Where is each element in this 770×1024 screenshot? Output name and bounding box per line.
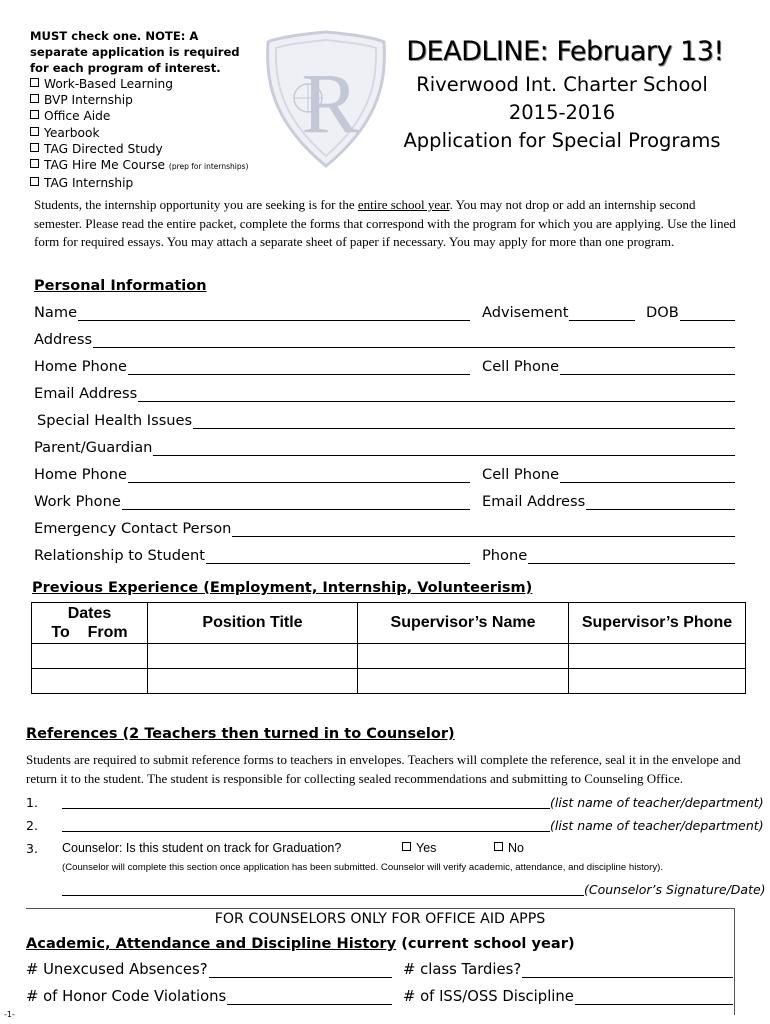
- name-field[interactable]: [34, 304, 470, 321]
- intro-text: Students, the internship opportunity you are seeking is for the: [34, 197, 358, 212]
- parent-cell-phone-field[interactable]: [482, 466, 735, 483]
- checkbox[interactable]: [494, 842, 503, 851]
- table-cell[interactable]: [358, 669, 569, 694]
- parent-home-phone-field[interactable]: [34, 466, 470, 483]
- reference-1-line[interactable]: [62, 808, 550, 809]
- section-personal-info: Personal Information: [34, 278, 207, 294]
- to-label: To: [51, 624, 70, 641]
- health-issues-field[interactable]: [37, 412, 735, 429]
- program-note-small: (prep for internships): [168, 162, 249, 172]
- field-label: # of ISS/OSS Discipline: [403, 988, 574, 1005]
- reference-number: 3.: [26, 841, 38, 856]
- field-label: Home Phone: [34, 358, 127, 375]
- checkbox[interactable]: [30, 78, 39, 87]
- section-references: References (2 Teachers then turned in to Counselor): [26, 726, 455, 742]
- checkbox[interactable]: [402, 842, 411, 851]
- field-label: Cell Phone: [482, 358, 560, 375]
- field-label: # Unexcused Absences?: [26, 961, 208, 978]
- absences-field[interactable]: [26, 961, 392, 978]
- counselor-question: Counselor: Is this student on track for Graduation?: [62, 841, 342, 855]
- program-option[interactable]: [30, 108, 248, 124]
- form-row: [34, 547, 736, 571]
- school-name: Riverwood Int. Charter School: [416, 73, 708, 96]
- checkbox[interactable]: [30, 177, 39, 186]
- cell-phone-field[interactable]: [482, 358, 735, 375]
- form-row: [34, 439, 736, 463]
- field-label: Phone: [482, 547, 528, 564]
- table-header-row: [32, 603, 746, 644]
- checkbox[interactable]: [30, 159, 39, 168]
- form-row: [34, 385, 736, 409]
- counselor-note: (Counselor will complete this section once application has been submitted. Counselor will verify academic, attendance, and discipline history).: [62, 862, 663, 873]
- advisement-field[interactable]: [482, 304, 635, 321]
- column-header-position: Position Title: [148, 603, 358, 644]
- column-header-supervisor: Supervisor’s Name: [358, 603, 569, 644]
- checkbox[interactable]: [30, 94, 39, 103]
- school-crest-logo: [262, 28, 390, 170]
- field-label: Advisement: [482, 304, 569, 321]
- program-label: BVP Internship: [44, 93, 133, 108]
- program-label: Office Aide: [44, 109, 111, 124]
- program-label: TAG Hire Me Course: [44, 158, 166, 173]
- table-cell[interactable]: [148, 669, 358, 694]
- field-label: Work Phone: [34, 493, 121, 510]
- reference-number: 1.: [26, 795, 38, 810]
- intro-paragraph: [34, 196, 739, 252]
- form-row: [34, 331, 736, 355]
- page-title: Application for Special Programs: [403, 129, 721, 152]
- program-option[interactable]: [30, 175, 248, 191]
- school-year: 2015-2016: [508, 101, 616, 124]
- program-option[interactable]: [30, 157, 248, 175]
- parent-email-field[interactable]: [482, 493, 735, 510]
- table-row: [32, 669, 746, 694]
- form-row: [34, 304, 736, 328]
- field-label: Address: [34, 331, 93, 348]
- tardies-field[interactable]: [403, 961, 733, 978]
- reference-number: 2.: [26, 818, 38, 833]
- field-label: DOB: [646, 304, 679, 321]
- table-cell[interactable]: [32, 644, 148, 669]
- program-option[interactable]: [30, 92, 248, 108]
- subtitle-rest: (current school year): [396, 935, 575, 952]
- program-label: TAG Internship: [44, 176, 134, 191]
- yes-label: Yes: [416, 841, 437, 855]
- no-label: No: [508, 841, 524, 855]
- page-number: -1-: [4, 1010, 15, 1019]
- intro-text: . You may not drop or add an internship second semester. Please read the entire packet, complete the forms that correspond with the program for which you are applying. Use the lined form for required essays. You may attach a separate sheet of paper if necessary. You may apply for more than one program.: [34, 197, 736, 250]
- parent-guardian-field[interactable]: [34, 439, 735, 456]
- program-label: Work-Based Learning: [44, 77, 174, 91]
- form-row: [34, 493, 736, 517]
- checkbox[interactable]: [30, 110, 39, 119]
- teacher-hint: (list name of teacher/department): [550, 795, 764, 810]
- table-row: [32, 644, 746, 669]
- teacher-hint: (list name of teacher/department): [550, 818, 764, 833]
- address-field[interactable]: [34, 331, 735, 348]
- program-checklist: [30, 76, 248, 191]
- work-phone-field[interactable]: [34, 493, 470, 510]
- emergency-contact-field[interactable]: [34, 520, 735, 537]
- field-label: # class Tardies?: [403, 961, 522, 978]
- counselor-box-title: FOR COUNSELORS ONLY FOR OFFICE AID APPS: [214, 911, 546, 927]
- field-label: Email Address: [34, 385, 138, 402]
- crest-letter: R: [301, 55, 359, 151]
- form-row: [34, 520, 736, 544]
- program-label: Yearbook: [44, 125, 100, 140]
- table-cell[interactable]: [569, 644, 746, 669]
- section-previous-experience: Previous Experience (Employment, Internship, Volunteerism): [32, 580, 533, 596]
- program-label: TAG Directed Study: [44, 141, 163, 156]
- field-label: Special Health Issues: [37, 412, 193, 429]
- form-row: [34, 412, 736, 436]
- column-header-dates: [32, 603, 148, 644]
- dates-label: Dates: [67, 605, 112, 622]
- checkbox[interactable]: [30, 143, 39, 152]
- relationship-field[interactable]: [34, 547, 470, 564]
- field-label: Relationship to Student: [34, 547, 205, 564]
- yes-option[interactable]: [402, 841, 436, 855]
- counselor-box-subtitle: [26, 935, 575, 952]
- field-label: Name: [34, 304, 78, 321]
- honor-code-field[interactable]: [26, 988, 392, 1005]
- table-cell[interactable]: [148, 644, 358, 669]
- subtitle-underlined: Academic, Attendance and Discipline History: [26, 935, 397, 952]
- home-phone-field[interactable]: [34, 358, 470, 375]
- form-row: [34, 358, 736, 382]
- program-option[interactable]: [30, 76, 248, 92]
- references-instructions: Students are required to submit reference forms to teachers in envelopes. Teachers will complete the reference, seal it in the envelope and return it to the student. The student is responsible for collecting sealed recommendations and submitting to Counseling Office.: [26, 752, 741, 786]
- checkbox[interactable]: [30, 127, 39, 136]
- column-header-supervisor-phone: Supervisor’s Phone: [569, 603, 746, 644]
- intro-emphasis: entire school year: [357, 197, 450, 212]
- no-option[interactable]: [494, 841, 524, 855]
- table-cell[interactable]: [358, 644, 569, 669]
- signature-hint: (Counselor’s Signature/Date): [584, 882, 766, 897]
- iss-oss-field[interactable]: [403, 988, 733, 1005]
- program-note: MUST check one. NOTE: A separate application is required for each program of interest.: [30, 29, 240, 75]
- program-option[interactable]: [30, 141, 248, 157]
- experience-table: [31, 602, 746, 694]
- counselor-signature-line[interactable]: [62, 895, 584, 896]
- table-cell[interactable]: [569, 669, 746, 694]
- emergency-phone-field[interactable]: [482, 547, 735, 564]
- email-field[interactable]: [34, 385, 735, 402]
- field-label: Parent/Guardian: [34, 439, 153, 456]
- program-option[interactable]: [30, 125, 248, 141]
- form-row: [34, 466, 736, 490]
- field-label: # of Honor Code Violations: [26, 988, 227, 1005]
- field-label: Emergency Contact Person: [34, 520, 232, 537]
- field-label: Cell Phone: [482, 466, 560, 483]
- dob-field[interactable]: [646, 304, 735, 321]
- reference-2-line[interactable]: [62, 831, 550, 832]
- deadline-banner: DEADLINE: February 13!: [406, 36, 724, 67]
- from-label: From: [87, 624, 128, 641]
- field-label: Email Address: [482, 493, 586, 510]
- field-label: Home Phone: [34, 466, 127, 483]
- table-cell[interactable]: [32, 669, 148, 694]
